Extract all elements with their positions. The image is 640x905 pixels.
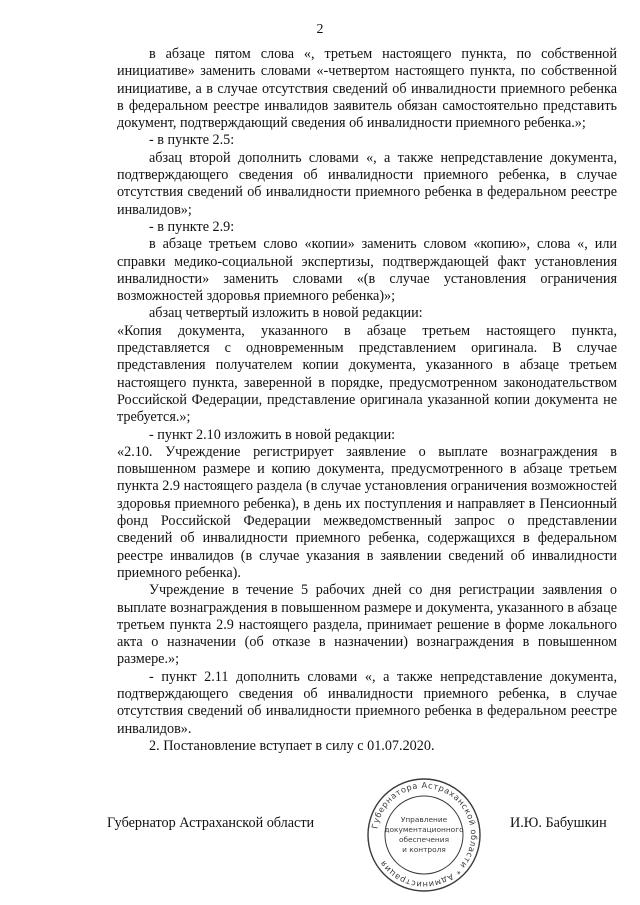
document-body bbox=[117, 46, 617, 755]
stamp-ring-text: Губернатора Астраханской области * Администрация bbox=[369, 779, 480, 891]
paragraph: - в пункте 2.5: bbox=[149, 132, 235, 149]
stamp-line: Управление bbox=[400, 815, 448, 824]
paragraph: - в пункте 2.9: bbox=[149, 218, 235, 235]
paragraph: - пункт 2.10 изложить в новой редакции: bbox=[149, 426, 396, 443]
paragraph: «2.10. Учреждение регистрирует заявление о выплате вознаграждения в повышенном размере и копию документа, предусмотренного в абзаце третьем пункта 2.9 настоящего раздела (в случае установления ограничения возможностей здоровья приемного ребенка), в день их поступления и направляет в Пенсионный фонд Российской Федерации межведомственный запрос о представлении сведений об инвалидности приемного ребенка, содержащихся в федеральном реестре инвалидов (в случае указания в заявлении сведений об инвалидности приемного ребенка). bbox=[117, 443, 617, 581]
page-number: 2 bbox=[316, 22, 324, 37]
stamp-line: и контроля bbox=[402, 845, 446, 854]
paragraph: Учреждение в течение 5 рабочих дней со дня регистрации заявления о выплате вознаграждения в повышенном размере и документа, указанного в абзаце третьем пункта 2.9 настоящего раздела, принимает решение в форме локального акта о назначении (об отказе в назначении) вознаграждения в повышенном размере.»; bbox=[117, 582, 617, 668]
paragraph: в абзаце пятом слова «, третьем настоящего пункта, по собственной инициативе» заменить словами «-четвертом настоящего пункта, по собственной инициативе, а в случае отсутствия сведений об инвалидности приемного ребенка в федеральном реестре инвалидов заявитель обязан самостоятельно представить документ, подтверждающий сведения об инвалидности приемного ребенка.»; bbox=[117, 46, 617, 132]
paragraph: абзац второй дополнить словами «, а также непредставление документа, подтверждающего сведения об инвалидности приемного ребенка, в случае отсутствия сведений об инвалидности приемного ребенка в федеральном реестре инвалидов»; bbox=[117, 149, 617, 218]
paragraph: в абзаце третьем слово «копии» заменить словом «копию», слова «, или справки медико-социальной экспертизы, подтверждающей факт установления инвалидности» заменить словами «(в случае установления ограничения возможностей здоровья приемного ребенка)»; bbox=[117, 236, 617, 305]
paragraph: «Копия документа, указанного в абзаце третьем настоящего пункта, представляется с одновременным представлением оригинала. В случае представления получателем копии документа, указанного в абзаце третьем настоящего пункта, заверенной в порядке, предусмотренном законодательством Российской Федерации, представление оригинала указанной копии документа не требуется.»; bbox=[117, 322, 617, 426]
signature-name: И.Ю. Бабушкин bbox=[510, 815, 607, 831]
official-stamp bbox=[365, 776, 483, 894]
signature-position: Губернатор Астраханской области bbox=[107, 815, 315, 831]
stamp-line: документационного bbox=[384, 825, 464, 834]
paragraph: - пункт 2.11 дополнить словами «, а также непредставление документа, подтверждающего сведения об инвалидности приемного ребенка, в случае отсутствия сведений об инвалидности приемного ребенка в федеральном реестре инвалидов». bbox=[117, 668, 617, 737]
paragraph: абзац четвертый изложить в новой редакции: bbox=[149, 305, 423, 322]
stamp-line: обеспечения bbox=[398, 835, 450, 844]
paragraph: 2. Постановление вступает в силу с 01.07.2020. bbox=[149, 737, 435, 754]
